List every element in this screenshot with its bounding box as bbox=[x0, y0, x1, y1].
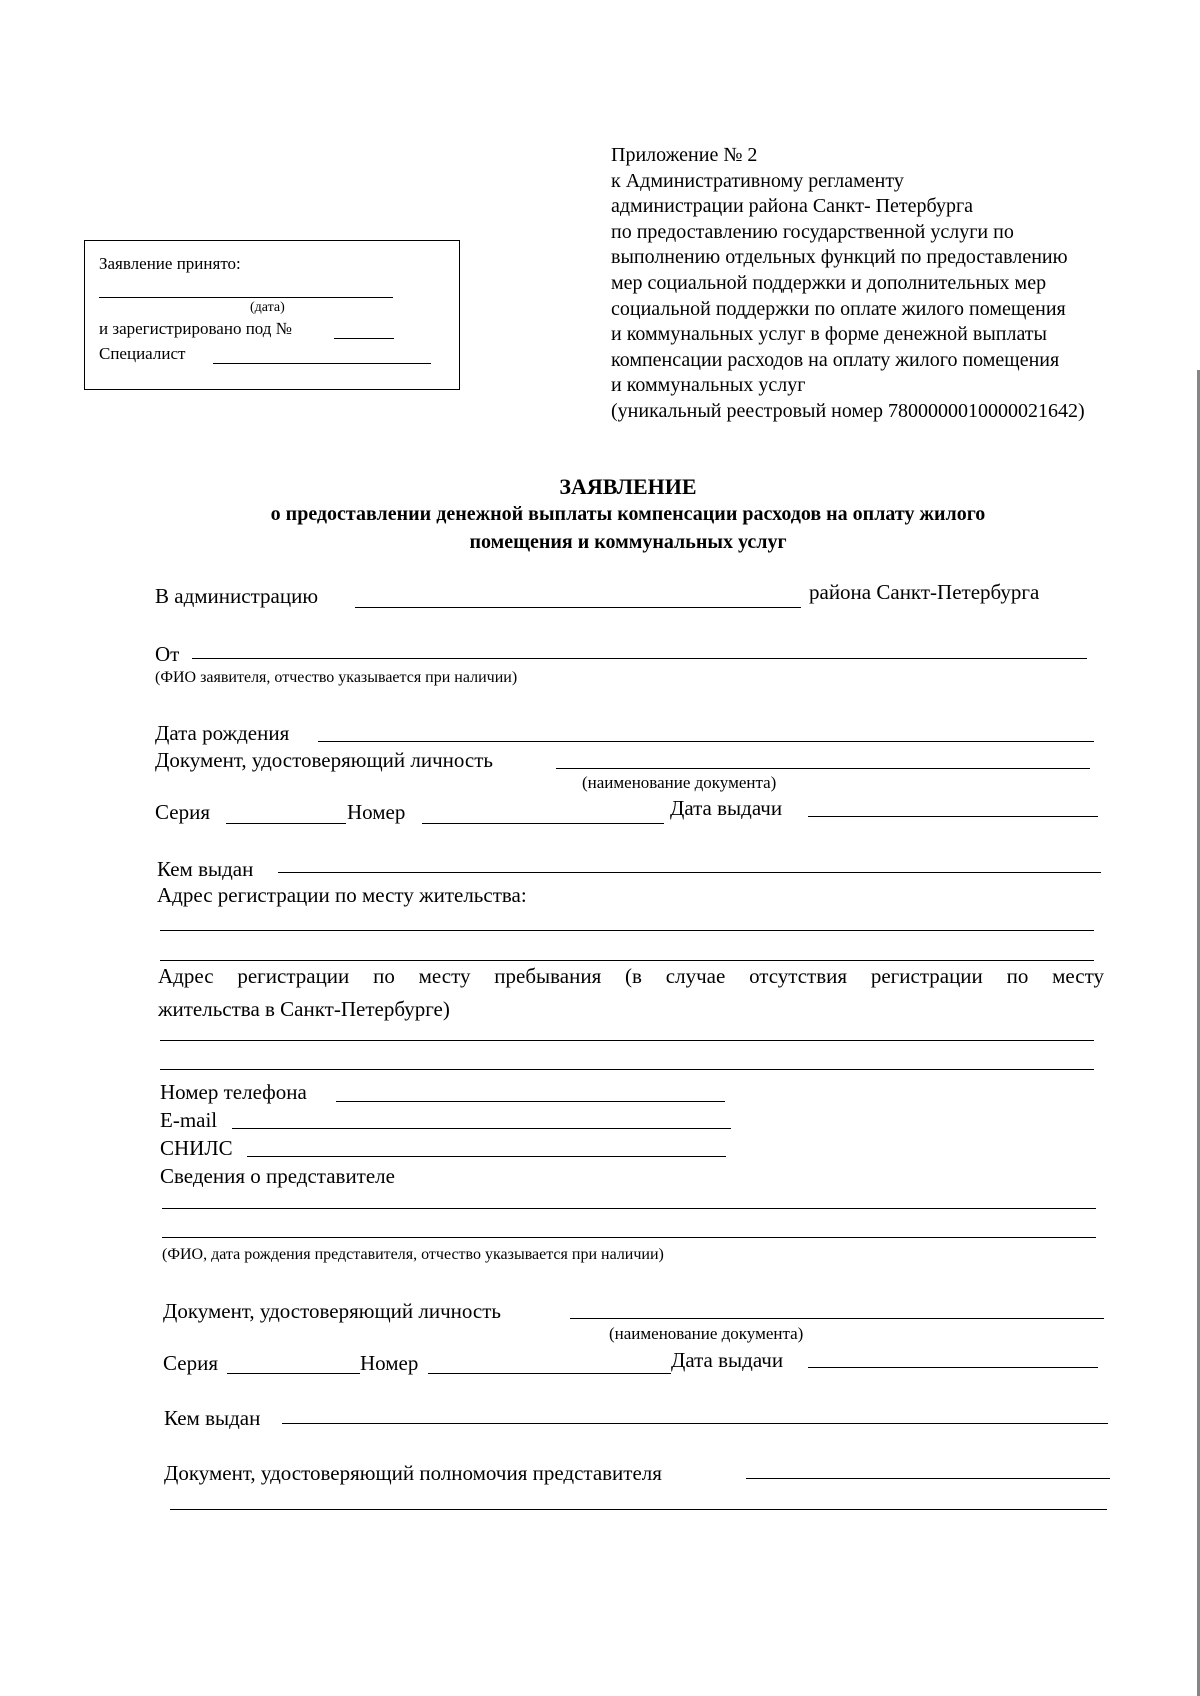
number-label: Номер bbox=[347, 800, 406, 824]
id-document-field[interactable] bbox=[556, 768, 1090, 769]
receipt-date-field[interactable] bbox=[99, 297, 393, 298]
fio-hint: (ФИО заявителя, отчество указывается при наличии) bbox=[155, 669, 518, 686]
receipt-date-hint: (дата) bbox=[250, 300, 285, 315]
to-admin-label: В администрацию bbox=[155, 584, 319, 608]
snils-field[interactable] bbox=[247, 1156, 726, 1157]
issued-by-field[interactable] bbox=[278, 872, 1101, 873]
rep-series-field[interactable] bbox=[227, 1373, 360, 1374]
rep-issued-by-field[interactable] bbox=[282, 1423, 1108, 1424]
series-field[interactable] bbox=[226, 823, 346, 824]
rep-authority-doc-label: Документ, удостоверяющий полномочия представителя bbox=[164, 1461, 662, 1485]
form-subtitle-line1: о предоставлении денежной выплаты компенсации расходов на оплату жилого bbox=[270, 503, 986, 525]
accepted-label: Заявление принято: bbox=[99, 254, 241, 273]
issue-date-field[interactable] bbox=[808, 816, 1098, 817]
number-field[interactable] bbox=[422, 823, 664, 824]
rep-info-label: Сведения о представителе bbox=[160, 1164, 395, 1188]
rep-id-document-label: Документ, удостоверяющий личность bbox=[163, 1299, 501, 1323]
admin-district-field[interactable] bbox=[355, 607, 801, 608]
issue-date-label: Дата выдачи bbox=[670, 796, 783, 820]
reg-address-field-line2[interactable] bbox=[160, 960, 1094, 961]
reg-address-label: Адрес регистрации по месту жительства: bbox=[157, 883, 527, 907]
appendix-line: и коммунальных услуг bbox=[611, 374, 806, 397]
appendix-line: компенсации расходов на оплату жилого помещения bbox=[611, 348, 1060, 371]
issued-by-label: Кем выдан bbox=[157, 857, 254, 881]
stay-address-field-line1[interactable] bbox=[160, 1040, 1094, 1041]
email-label: E-mail bbox=[160, 1108, 218, 1132]
appendix-line: и коммунальных услуг в форме денежной выплаты bbox=[611, 323, 1047, 346]
rep-authority-doc-field-line1[interactable] bbox=[746, 1478, 1110, 1479]
rep-issued-by-label: Кем выдан bbox=[164, 1406, 261, 1430]
applicant-fio-field[interactable] bbox=[192, 658, 1087, 659]
specialist-label: Специалист bbox=[99, 344, 186, 363]
rep-number-field[interactable] bbox=[428, 1373, 671, 1374]
reg-address-field-line1[interactable] bbox=[160, 930, 1094, 931]
email-field[interactable] bbox=[232, 1128, 731, 1129]
appendix-line: мер социальной поддержки и дополнительных мер bbox=[611, 271, 1047, 294]
appendix-line: (уникальный реестровый номер 7800000010000021642) bbox=[611, 399, 1085, 422]
snils-label: СНИЛС bbox=[160, 1136, 233, 1160]
series-label: Серия bbox=[155, 800, 210, 824]
rep-issue-date-field[interactable] bbox=[808, 1367, 1098, 1368]
rep-id-document-field[interactable] bbox=[570, 1318, 1104, 1319]
birth-date-label: Дата рождения bbox=[155, 721, 290, 745]
phone-label: Номер телефона bbox=[160, 1080, 307, 1104]
appendix-line: по предоставлению государственной услуги по bbox=[611, 220, 1014, 243]
registered-label: и зарегистрировано под № bbox=[99, 319, 292, 338]
registration-number-field[interactable] bbox=[334, 338, 394, 339]
rep-info-field-line1[interactable] bbox=[162, 1208, 1096, 1209]
rep-authority-doc-field-line2[interactable] bbox=[170, 1509, 1107, 1510]
appendix-line: социальной поддержки по оплате жилого помещения bbox=[611, 297, 1066, 320]
appendix-line: к Административному регламенту bbox=[611, 169, 904, 192]
from-label: От bbox=[155, 642, 180, 666]
doc-name-hint: (наименование документа) bbox=[582, 773, 777, 792]
appendix-note bbox=[611, 143, 1085, 425]
rep-info-field-line2[interactable] bbox=[162, 1237, 1096, 1238]
district-spb-label: района Санкт-Петербурга bbox=[809, 580, 1040, 604]
specialist-field[interactable] bbox=[213, 363, 431, 364]
phone-field[interactable] bbox=[336, 1101, 725, 1102]
form-subtitle-line2: помещения и коммунальных услуг bbox=[469, 531, 787, 553]
rep-number-label: Номер bbox=[360, 1351, 419, 1375]
appendix-line: администрации района Санкт- Петербурга bbox=[611, 195, 974, 218]
rep-doc-name-hint: (наименование документа) bbox=[609, 1324, 804, 1343]
form-heading: ЗАЯВЛЕНИЕ bbox=[559, 474, 697, 499]
rep-hint: (ФИО, дата рождения представителя, отчество указывается при наличии) bbox=[162, 1246, 664, 1263]
stay-address-label-line2: жительства в Санкт-Петербурге) bbox=[158, 997, 450, 1021]
appendix-line: выполнению отдельных функций по предоставлению bbox=[611, 246, 1068, 269]
birth-date-field[interactable] bbox=[318, 741, 1094, 742]
rep-issue-date-label: Дата выдачи bbox=[671, 1348, 784, 1372]
id-document-label: Документ, удостоверяющий личность bbox=[155, 748, 493, 772]
stay-address-field-line2[interactable] bbox=[160, 1069, 1094, 1070]
rep-series-label: Серия bbox=[163, 1351, 218, 1375]
appendix-line: Приложение № 2 bbox=[611, 144, 758, 166]
stay-address-label-line1: Адрес регистрации по месту пребывания (в случае отсутствия регистрации по месту bbox=[158, 964, 1104, 988]
